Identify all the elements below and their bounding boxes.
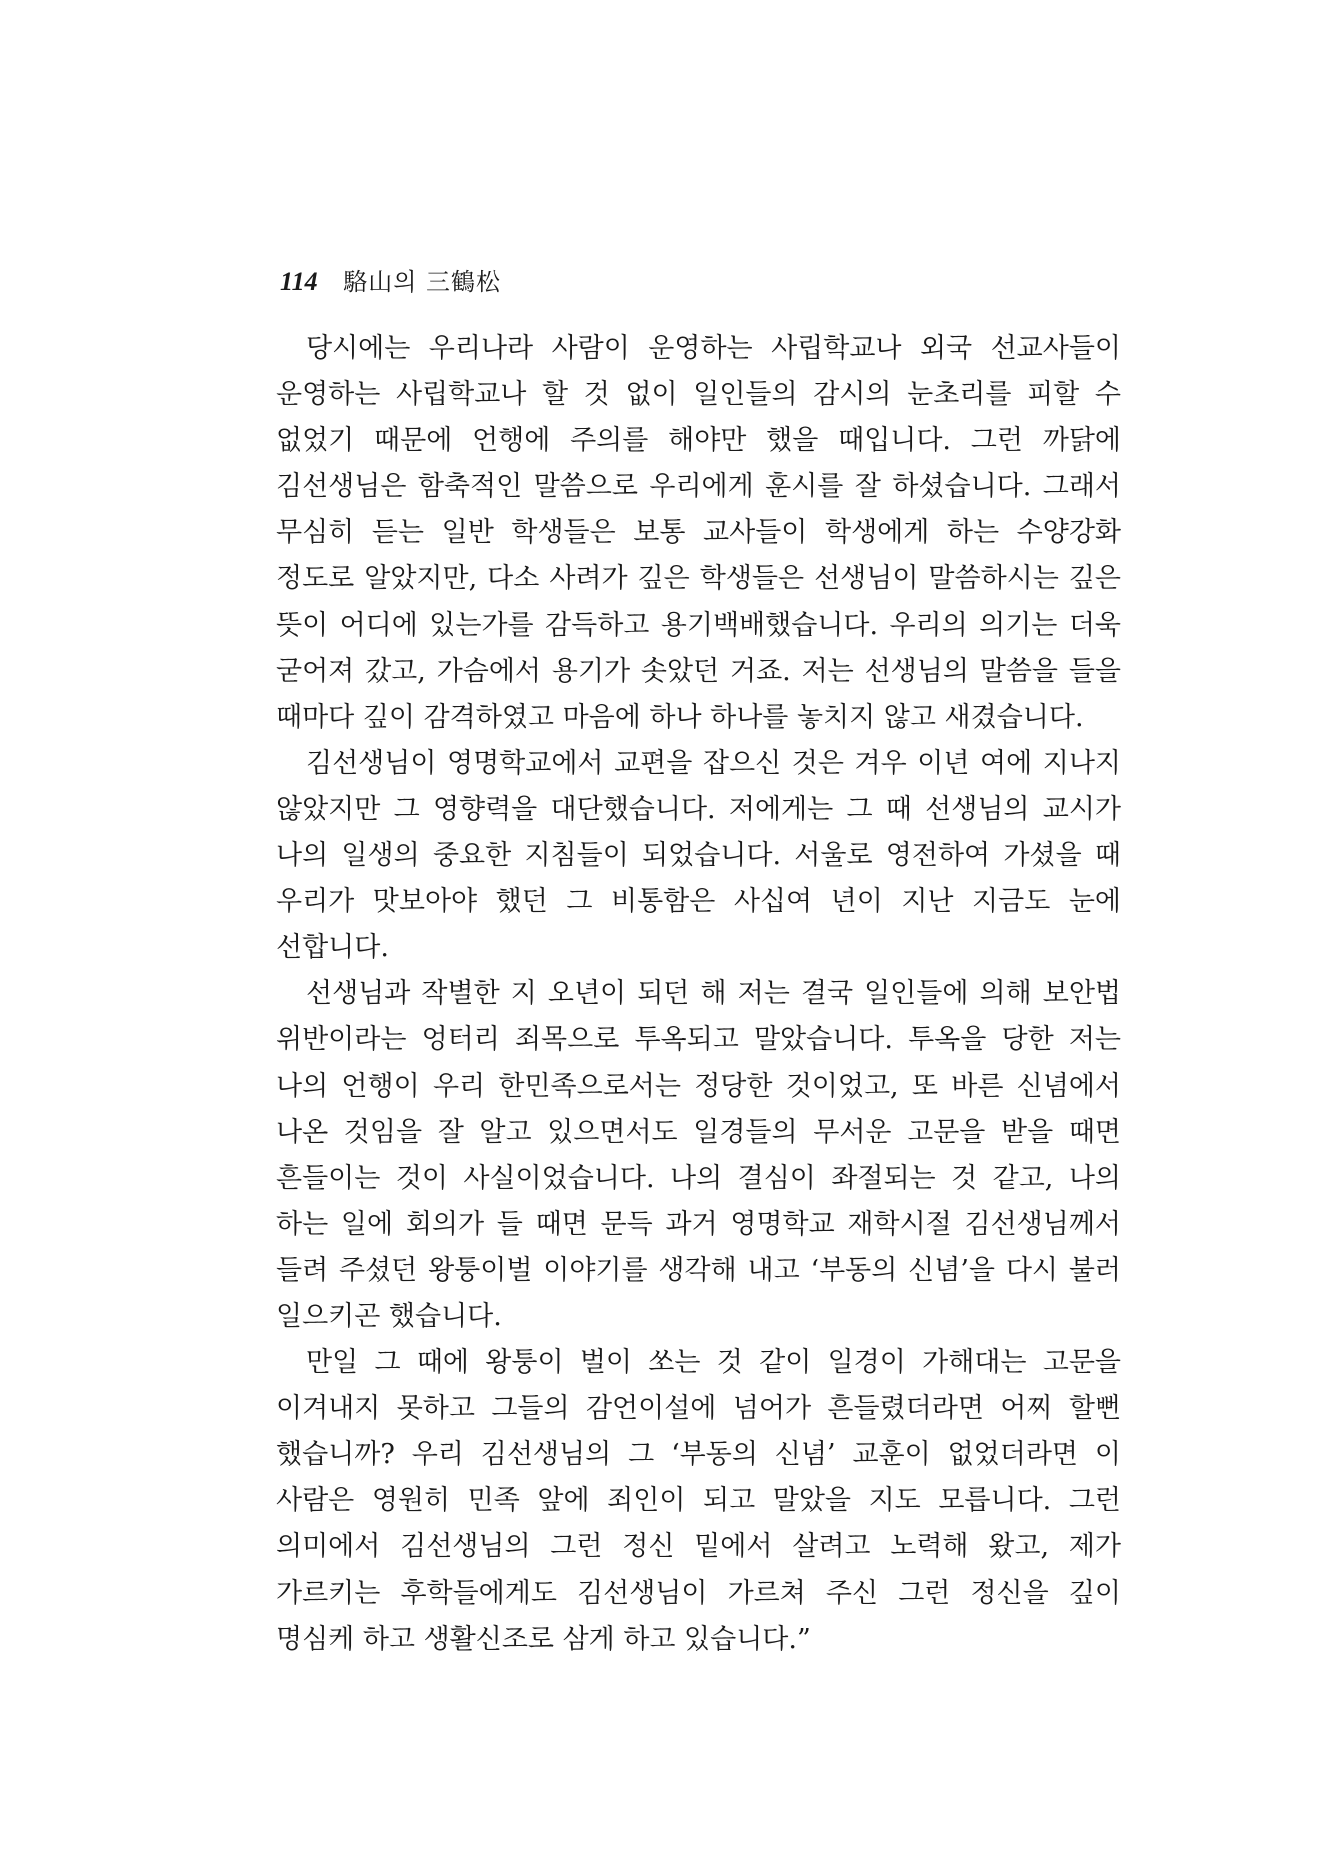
page-number: 114 bbox=[280, 267, 318, 296]
paragraph-2: 김선생님이 영명학교에서 교편을 잡으신 것은 겨우 이년 여에 지나지 않았지만 그 영향력을 대단했습니다. 저에게는 그 때 선생님의 교시가 나의 일생의 중요한 지침들이 되었습니다. 서울로 영전하여 가셨을 때 우리가 맛보아야 했던 그 비통함은 사십여 년이 지난 지금도 눈에 선합니다. bbox=[276, 747, 1121, 964]
running-header bbox=[280, 266, 501, 298]
paragraph-4: 만일 그 때에 왕퉁이 벌이 쏘는 것 같이 일경이 가해대는 고문을 이겨내지 못하고 그들의 감언이설에 넘어가 흔들렸더라면 어찌 할뻔 했습니까? 우리 김선생님의 그 ‘부동의 신념’ 교훈이 없었더라면 이 사람은 영원히 민족 앞에 죄인이 되고 말았을 지도 모릅니다. 그런 의미에서 김선생님의 그런 정신 밑에서 살려고 노력해 왔고, 제가 가르키는 후학들에게도 김선생님이 가르쳐 주신 그런 정신을 깊이 명심케 하고 생활신조로 삼게 하고 있습니다.” bbox=[276, 1347, 1121, 1655]
paragraph-3: 선생님과 작별한 지 오년이 되던 해 저는 결국 일인들에 의해 보안법 위반이라는 엉터리 죄목으로 투옥되고 말았습니다. 투옥을 당한 저는 나의 언행이 우리 한민족으로서는 정당한 것이었고, 또 바른 신념에서 나온 것임을 잘 알고 있으면서도 일경들의 무서운 고문을 받을 때면 흔들이는 것이 사실이었습니다. 나의 결심이 좌절되는 것 같고, 나의 하는 일에 회의가 들 때면 문득 과거 영명학교 재학시절 김선생님께서 들려 주셨던 왕퉁이벌 이야기를 생각해 내고 ‘부동의 신념’을 다시 불러 일으키곤 했습니다. bbox=[276, 978, 1121, 1332]
paragraph-1: 당시에는 우리나라 사람이 운영하는 사립학교나 외국 선교사들이 운영하는 사립학교나 할 것 없이 일인들의 감시의 눈초리를 피할 수 없었기 때문에 언행에 주의를 해야만 했을 때입니다. 그런 까닭에 김선생님은 함축적인 말씀으로 우리에게 훈시를 잘 하셨습니다. 그래서 무심히 듣는 일반 학생들은 보통 교사들이 학생에게 하는 수양강화 정도로 알았지만, 다소 사려가 깊은 학생들은 선생님이 말씀하시는 깊은 뜻이 어디에 있는가를 감득하고 용기백배했습니다. 우리의 의기는 더욱 굳어져 갔고, 가슴에서 용기가 솟았던 거죠. 저는 선생님의 말씀을 들을 때마다 깊이 감격하였고 마음에 하나 하나를 놓치지 않고 새겼습니다. bbox=[276, 333, 1121, 733]
body-text bbox=[276, 326, 1121, 1663]
running-title: 駱山의 三鶴松 bbox=[343, 268, 502, 296]
